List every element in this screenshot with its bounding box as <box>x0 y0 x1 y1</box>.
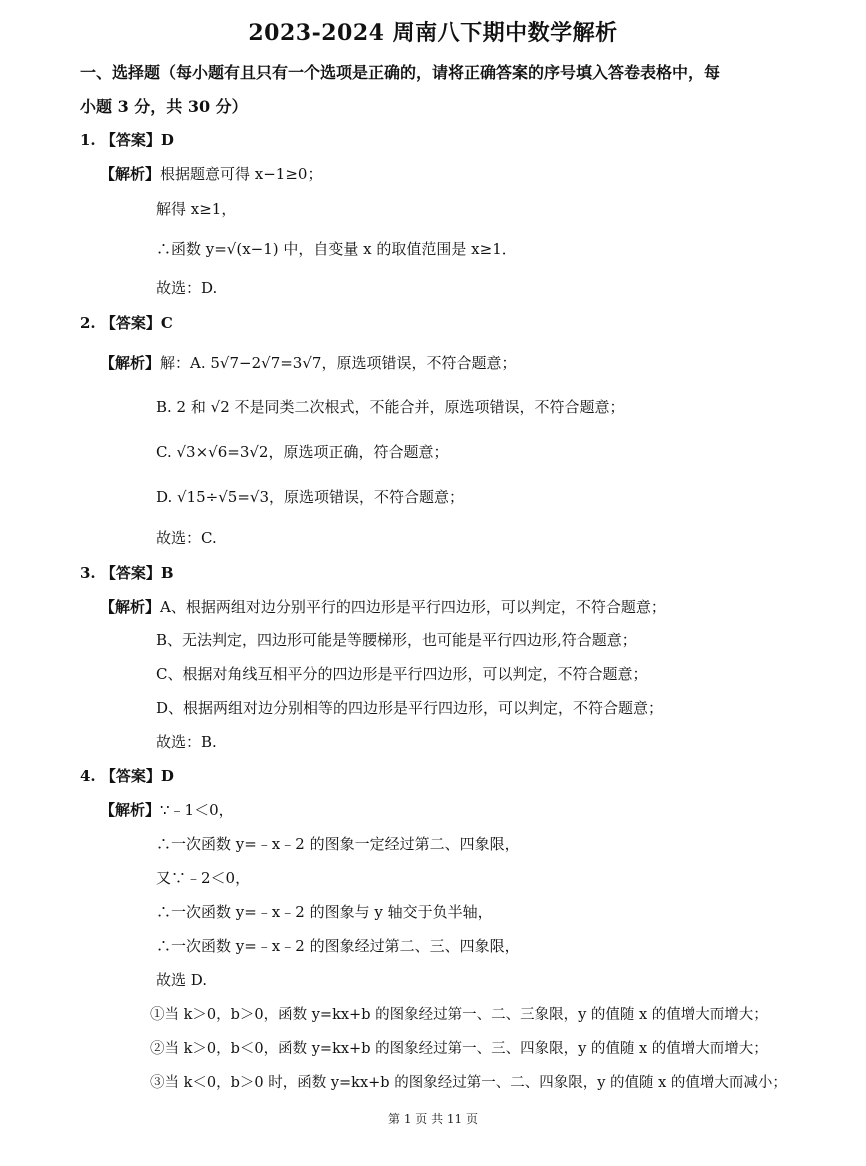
analysis-tag: 【解析】 <box>100 598 161 616</box>
q2-analysis-line <box>100 352 516 374</box>
q4-line-5: ∴一次函数 y=﹣x﹣2 的图象经过第二、三、四象限， <box>156 937 520 955</box>
q4-line-7: ①当 k＞0，b＞0，函数 y=kx+b 的图象经过第一、二、三象限，y 的值随 x 的值增大而增大； <box>150 1007 768 1023</box>
q3-line-4: D、根据两组对边分别相等的四边形是平行四边形，可以判定，不符合题意； <box>156 699 664 717</box>
q1-analysis-line <box>100 163 322 185</box>
q2-answer: 2. 【答案】C <box>80 314 173 332</box>
q4-line-2: ∴一次函数 y=﹣x﹣2 的图象一定经过第二、四象限， <box>156 835 520 853</box>
q3-analysis-line <box>100 596 666 618</box>
q4-answer: 4. 【答案】D <box>80 767 174 785</box>
section-heading-line2: 小题 3 分，共 30 分） <box>80 97 248 116</box>
q4-line-1: ∵﹣1＜0， <box>160 801 234 819</box>
q3-line-5: 故选：B. <box>156 733 217 751</box>
q1-line-4: 故选：D. <box>156 279 218 297</box>
analysis-tag: 【解析】 <box>100 165 161 183</box>
q2-line-5: 故选：C. <box>156 529 217 547</box>
q3-line-3: C、根据对角线互相平分的四边形是平行四边形，可以判定，不符合题意； <box>156 665 648 683</box>
page-footer: 第 1 页 共 11 页 <box>388 1112 478 1126</box>
q3-line-1: A、根据两组对边分别平行的四边形是平行四边形，可以判定，不符合题意； <box>160 598 666 616</box>
section-heading-line1: 一、选择题（每小题有且只有一个选项是正确的，请将正确答案的序号填入答卷表格中，每 <box>80 63 721 82</box>
q1-line-3: ∴函数 y=√(x−1) 中，自变量 x 的取值范围是 x≥1． <box>156 240 517 258</box>
q4-line-3: 又∵﹣2＜0， <box>156 869 251 887</box>
q1-line-2: 解得 x≥1， <box>156 200 237 218</box>
q2-line-2: B. 2 和 √2 不是同类二次根式，不能合并，原选项错误，不符合题意； <box>156 398 625 416</box>
analysis-tag: 【解析】 <box>100 354 161 372</box>
q2-line-3: C. √3×√6=3√2，原选项正确，符合题意； <box>156 443 449 461</box>
q1-answer: 1. 【答案】D <box>80 131 174 149</box>
analysis-tag: 【解析】 <box>100 801 161 819</box>
q3-line-2: B、无法判定，四边形可能是等腰梯形，也可能是平行四边形,符合题意； <box>156 631 637 649</box>
q2-line-4: D. √15÷√5=√3，原选项错误，不符合题意； <box>156 488 465 506</box>
q2-line-1: 解：A. 5√7−2√7=3√7，原选项错误，不符合题意； <box>160 354 517 372</box>
q4-line-8: ②当 k＞0，b＜0，函数 y=kx+b 的图象经过第一、三、四象限，y 的值随 x 的值增大而增大； <box>150 1041 768 1057</box>
page-title: 2023-2024 周南八下期中数学解析 <box>248 20 618 46</box>
q4-line-6: 故选 D. <box>156 971 208 989</box>
q4-line-9: ③当 k＜0，b＞0 时，函数 y=kx+b 的图象经过第一、二、四象限，y 的值随 x 的值增大而减小； <box>150 1075 787 1091</box>
q4-analysis-line <box>100 799 234 821</box>
q1-line-1: 根据题意可得 x−1≥0； <box>160 165 323 183</box>
q3-answer: 3. 【答案】B <box>80 564 174 582</box>
q4-line-4: ∴一次函数 y=﹣x﹣2 的图象与 y 轴交于负半轴， <box>156 903 493 921</box>
